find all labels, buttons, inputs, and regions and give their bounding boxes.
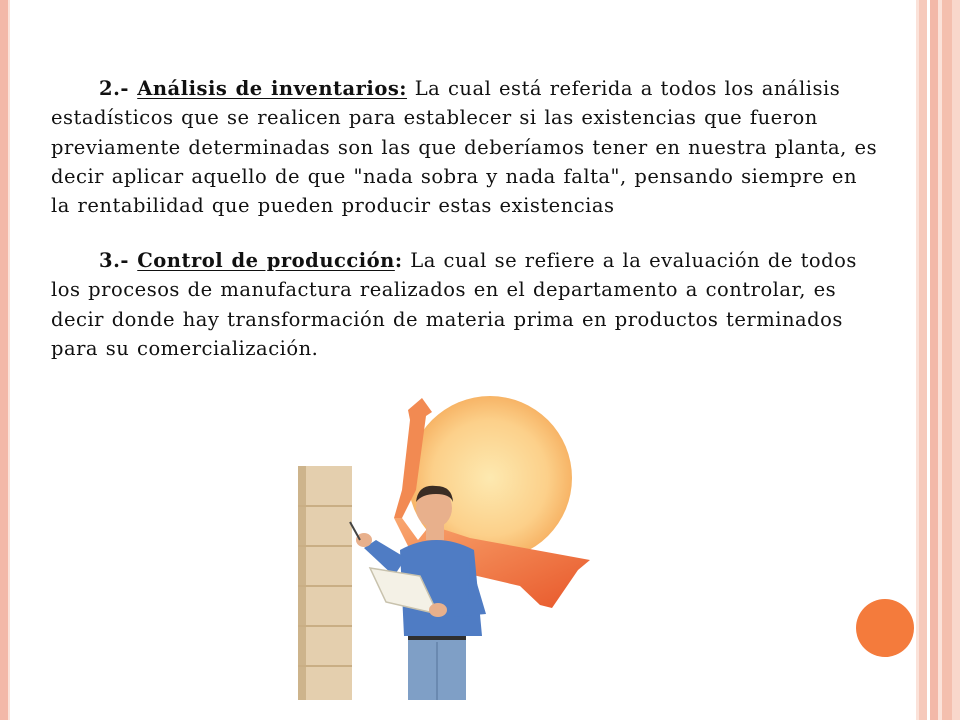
paragraph-production-control	[51, 246, 881, 363]
paragraph-inventory-analysis	[51, 74, 881, 220]
paragraph-text: La cual está referida a todos los análisis estadísticos que se realicen para establecer si las existencias que fueron previamente determinadas son las que deberíamos tener en nuestra planta, es decir aplicar aquello de que "nada sobra y nada falta", pensando siempre en la rentabilidad que pueden producir estas existencias	[51, 77, 878, 218]
item-number: 3.-	[99, 249, 129, 272]
right-decorative-stripes	[916, 0, 960, 720]
section-heading: Análisis de inventarios:	[137, 77, 407, 100]
section-heading: Control de producción	[137, 249, 395, 272]
item-number: 2.-	[99, 77, 129, 100]
paragraph-text: La cual se refiere a la evaluación de todos los procesos de manufactura realizados en el departamento a controlar, es decir donde hay transformación de materia prima en productos terminados para su comercialización.	[51, 249, 857, 360]
heading-colon: :	[394, 249, 403, 272]
man-with-clipboard-chart-icon	[290, 390, 590, 700]
box-stack	[298, 466, 352, 700]
left-frame-border	[0, 0, 8, 720]
left-frame-inner-line	[8, 0, 10, 720]
decorative-orange-circle	[856, 599, 914, 657]
